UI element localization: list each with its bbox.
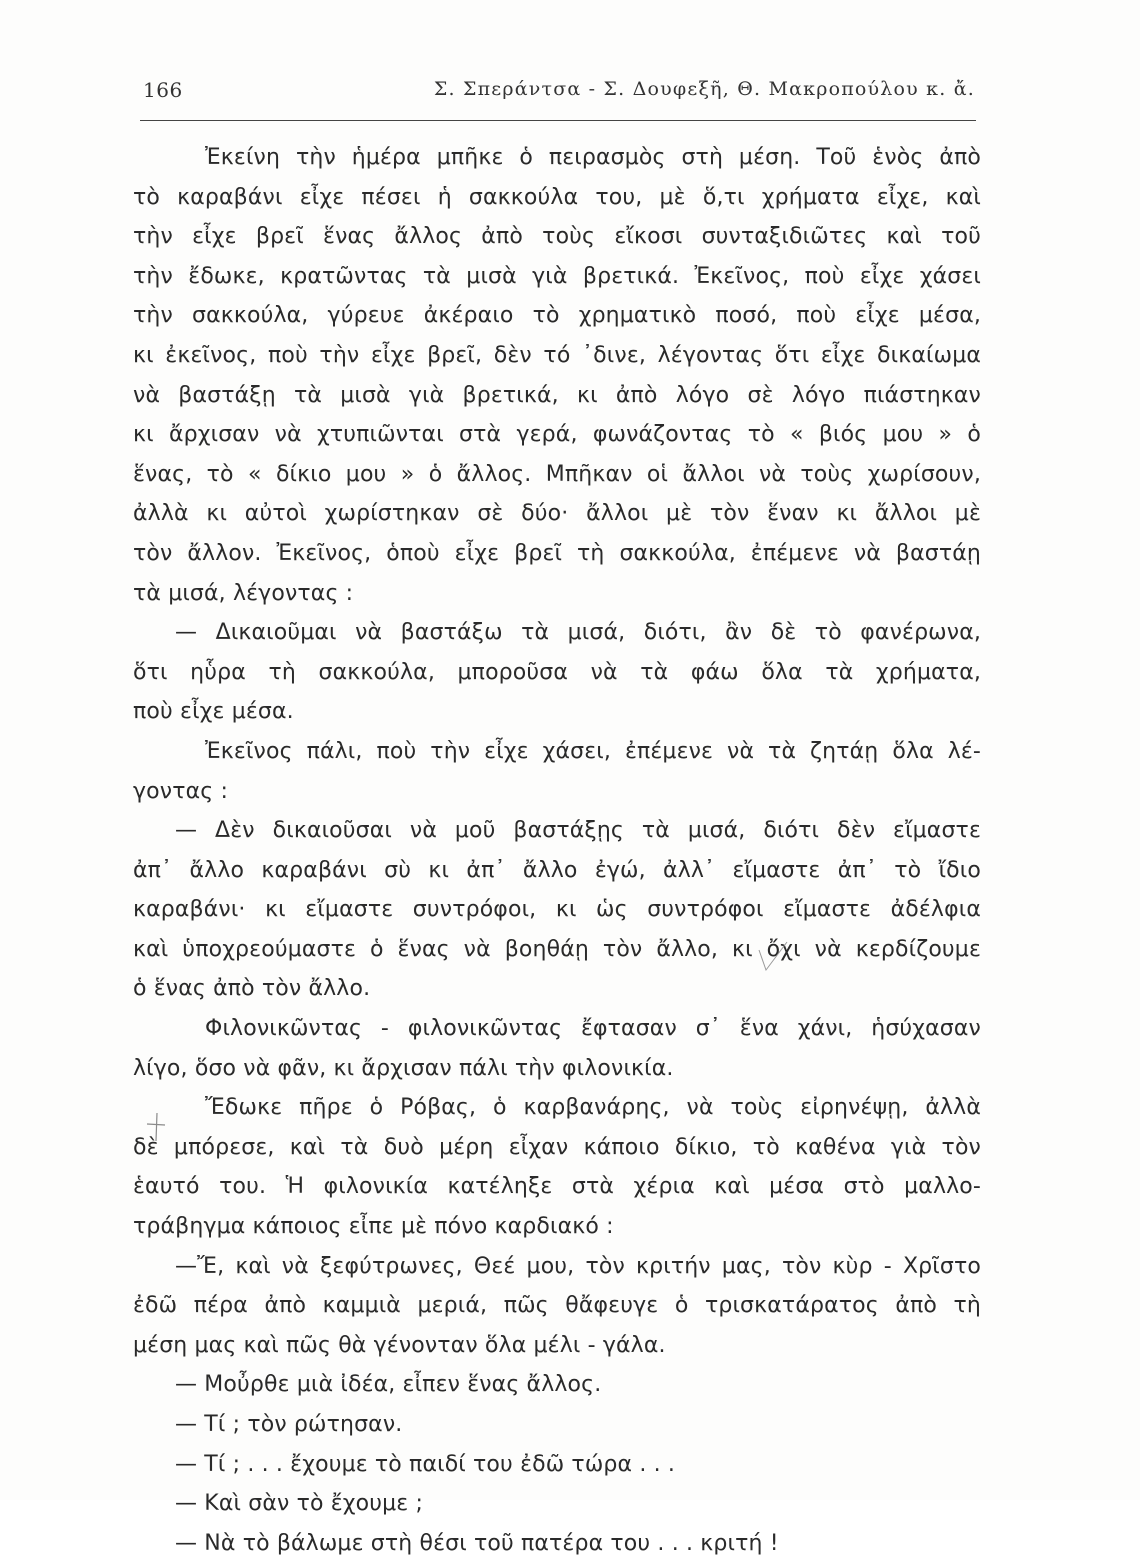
text-line: Ἔδωκε πῆρε ὁ Ρόβας, ὁ καρβανάρης, νὰ τοὺς εἰρηνέψῃ, ἀλλὰ	[205, 1095, 981, 1121]
text-line: ἐδῶ πέρα ἀπὸ καμμιὰ μεριά, πῶς θἄφευγε ὁ τρισκατάρατος ἀπὸ τὴ	[133, 1293, 981, 1319]
text-line: ἕνας, τὸ « δίκιο μου » ὁ ἄλλος. Μπῆκαν οἱ ἄλλοι νὰ τοὺς χωρίσουν,	[133, 461, 981, 487]
text-line: ἀλλὰ κι αὐτοὶ χωρίστηκαν σὲ δύο· ἄλλοι μὲ τὸν ἕναν κι ἄλλοι μὲ	[133, 501, 981, 527]
text-line: — Δὲν δικαιοῦσαι νὰ μοῦ βαστάξῃς τὰ μισά, διότι δὲν εἴμαστε	[175, 818, 981, 844]
text-line: κι ἐκεῖνος, ποὺ τὴν εἶχε βρεῖ, δὲν τό ᾽δινε, λέγοντας ὅτι εἶχε δικαίωμα	[133, 342, 981, 368]
text-line: ἀπ᾽ ἄλλο καραβάνι σὺ κι ἀπ᾽ ἄλλο ἐγώ, ἀλλ᾽ εἴμαστε ἀπ᾽ τὸ ἴδιο	[133, 857, 981, 883]
text-line: νὰ βαστάξῃ τὰ μισὰ γιὰ βρετικά, κι ἀπὸ λόγο σὲ λόγο πιάστηκαν	[133, 382, 981, 408]
text-line: μέση μας καὶ πῶς θὰ γένονταν ὅλα μέλι - γάλα.	[133, 1332, 666, 1358]
text-line: τὴν εἶχε βρεῖ ἕνας ἄλλος ἀπὸ τοὺς εἴκοσι συνταξιδιῶτες καὶ τοῦ	[133, 224, 981, 250]
text-line: — Νὰ τὸ βάλωμε στὴ θέσι τοῦ πατέρα του . . . κριτή !	[175, 1530, 779, 1556]
text-line: τὸν ἄλλον. Ἐκεῖνος, ὁποὺ εἶχε βρεῖ τὴ σακκούλα, ἐπέμενε νὰ βαστάῃ	[133, 540, 981, 566]
text-line: δὲ μπόρεσε, καὶ τὰ δυὸ μέρη εἶχαν κάποιο δίκιο, τὸ καθένα γιὰ τὸν	[133, 1134, 981, 1160]
pencil-cross-mark-icon	[145, 1112, 167, 1142]
text-line: — Δικαιοῦμαι νὰ βαστάξω τὰ μισά, διότι, ἂν δὲ τὸ φανέρωνα,	[175, 620, 981, 646]
text-line: — Τί ; τὸν ρώτησαν.	[175, 1412, 403, 1437]
text-line: —Ἔ, καὶ νὰ ξεφύτρωνες, Θεέ μου, τὸν κριτήν μας, τὸν κὺρ - Χρῖστο	[175, 1253, 981, 1279]
text-line: Ἐκείνη τὴν ἡμέρα μπῆκε ὁ πειρασμὸς στὴ μέση. Τοῦ ἑνὸς ἀπὸ	[205, 145, 981, 170]
text-line: — Τί ; . . . ἔχουμε τὸ παιδί του ἐδῶ τώρα . . .	[175, 1451, 676, 1477]
text-line: — Καὶ σὰν τὸ ἔχουμε ;	[175, 1491, 424, 1517]
text-line: τὴν σακκούλα, γύρευε ἀκέραιο τὸ χρηματικὸ ποσό, ποὺ εἶχε μέσα,	[133, 303, 981, 329]
text-line: Ἐκεῖνος πάλι, ποὺ τὴν εἶχε χάσει, ἐπέμενε νὰ τὰ ζητάῃ ὅλα λέ-	[205, 738, 981, 764]
body-text	[133, 138, 981, 1563]
page-number: 166	[143, 78, 183, 102]
text-line: ἑαυτό του. Ἡ φιλονικία κατέληξε στὰ χέρια καὶ μέσα στὸ μαλλο-	[133, 1174, 981, 1200]
header-rule	[140, 120, 976, 121]
page-header	[143, 78, 975, 112]
text-line: τὸ καραβάνι εἶχε πέσει ἡ σακκούλα του, μὲ ὅ,τι χρήματα εἶχε, καὶ	[133, 184, 981, 210]
text-line: Φιλονικῶντας - φιλονικῶντας ἔφτασαν σ᾽ ἕνα χάνι, ἡσύχασαν	[205, 1016, 981, 1042]
text-line: τὴν ἔδωκε, κρατῶντας τὰ μισὰ γιὰ βρετικά. Ἐκεῖνος, ποὺ εἶχε χάσει	[133, 263, 981, 289]
text-line: λίγο, ὅσο νὰ φᾶν, κι ἄρχισαν πάλι τὴν φιλονικία.	[133, 1055, 674, 1081]
text-line: — Μοὖρθε μιὰ ἰδέα, εἶπεν ἕνας ἄλλος.	[175, 1372, 602, 1398]
text-line: ὁ ἕνας ἀπὸ τὸν ἄλλο.	[133, 976, 371, 1002]
text-line: καραβάνι· κι εἴμαστε συντρόφοι, κι ὡς συντρόφοι εἴμαστε ἀδέλφια	[133, 897, 981, 923]
text-line: καὶ ὑποχρεούμαστε ὁ ἕνας νὰ βοηθάῃ τὸν ἄλλο, κι ὄχι νὰ κερδίζουμε	[133, 936, 981, 962]
text-line: ποὺ εἶχε μέσα.	[133, 699, 294, 725]
running-head: Σ. Σπεράντσα - Σ. Δουφεξῆ, Θ. Μακροπούλου κ. ἄ.	[433, 78, 975, 100]
pencil-check-mark-icon	[757, 938, 791, 972]
text-line: τὰ μισά, λέγοντας :	[133, 580, 354, 606]
text-line: ὅτι ηὗρα τὴ σακκούλα, μποροῦσα νὰ τὰ φάω ὅλα τὰ χρήματα,	[133, 659, 981, 685]
text-line: τράβηγμα κάποιος εἶπε μὲ πόνο καρδιακό :	[133, 1214, 614, 1240]
text-line: γοντας :	[133, 778, 229, 804]
text-line: κι ἄρχισαν νὰ χτυπιῶνται στὰ γερά, φωνάζοντας τὸ « βιός μου » ὁ	[133, 422, 981, 448]
